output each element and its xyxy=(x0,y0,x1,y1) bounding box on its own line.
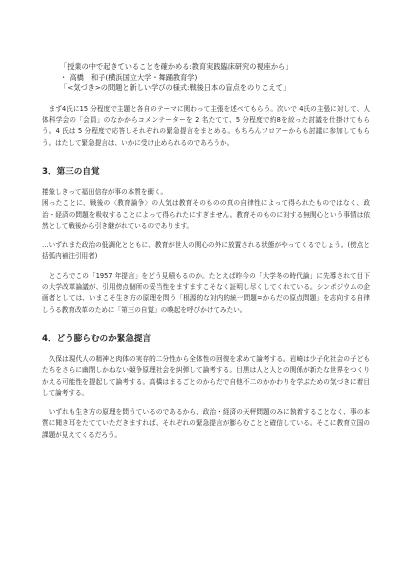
section-4-heading: 4．どう膨らむのか緊急提言 xyxy=(42,333,152,344)
section-3-paragraph-2: …いずれまた政治の低調化とともに、教育が世人の関心の外に放置される状態がやってくるでしょう。(傍点と括弧内補注引用者) xyxy=(42,241,370,261)
ref-title-1: 「授業の中で起きていることを確かめる:教育実践臨床研究の視座から」 xyxy=(60,62,293,71)
section-3-paragraph-3: ところでこの「1957 年提言」をどう見積もるのか。たとえば昨今の「大学冬の時代論」に先導されて目下の大学改革論議が、引用傍点個所の妥当性をますますこそなく証明し尽くしてくれている。シンポジウムの企画者としては、いまこそ生き方の原理を問う「根源的な対内的統一問題=からだの原点問題」を志向する自律しうる教育改革のために「第三の自覚」の喚起を呼びかけてみたい。 xyxy=(42,271,370,314)
section-4-paragraph-1: 久保は現代人の精神と肉体の実存的二分性から全体性の回復を求めて論考する。岩崎は少子化社会の子どもたちをさらに幽閉しかねない競争原理社会を糾弾して論考する。目黒は人と人との関係が新たな世界をつくりかえる可能性を提起して論考する。高橋はまるごとのからだで自他不二のかかわりを学ぶための気づきに着目して論考する。 xyxy=(42,354,370,397)
ref-speaker: ・ 高橋 和子(横浜国立大学・舞踊教育学) xyxy=(60,72,198,82)
ref-title-2: 「<気づき>の問題と新しい学びの様式:戦後日本の盲点をのりこえて」 xyxy=(60,83,291,93)
section-4-paragraph-2: いずれも生き方の原理を問うているのであるから、政治・経済の天秤問題のみに執着することなく、事の本質に聞き耳をたてていただきますれば、それぞれの緊急提言が膨らむことと確信している。そこに教育立国の課題が見えてくるだろう。 xyxy=(42,408,370,439)
section-3-heading: 3．第三の自覚 xyxy=(42,166,100,177)
section-3-paragraph-1: 捲象しきって福田信存が事の本質を衝く。 困ったことに、戦後の〈教育論争〉の人気は教育そのものの真の自律性によって得られたものではなく、政治・経済の問題を吸収することによって得られたにすぎません。教育そのものに対する無関心という事情は依然として戦後から引き継がれているのであります。 xyxy=(42,187,370,230)
symposium-title-list xyxy=(60,62,370,94)
intro-paragraph: まず4氏に15 分程度で主題と各自のテーマに関わって主張を述べてもらう。次いで 4氏の主張に対して、人体科学会の「会員」のなかからコメンテーターを 2 名たてて、5 分程度で約8を絞った討議を仕掛けてもらう。4 氏は 5 分程度で応答しそれぞれの緊急提言をまとめる。もちろんフロアーからも討議に参加してもらう。はたして緊急提言は、いかに受け止められるのであろうか。 xyxy=(42,104,370,147)
